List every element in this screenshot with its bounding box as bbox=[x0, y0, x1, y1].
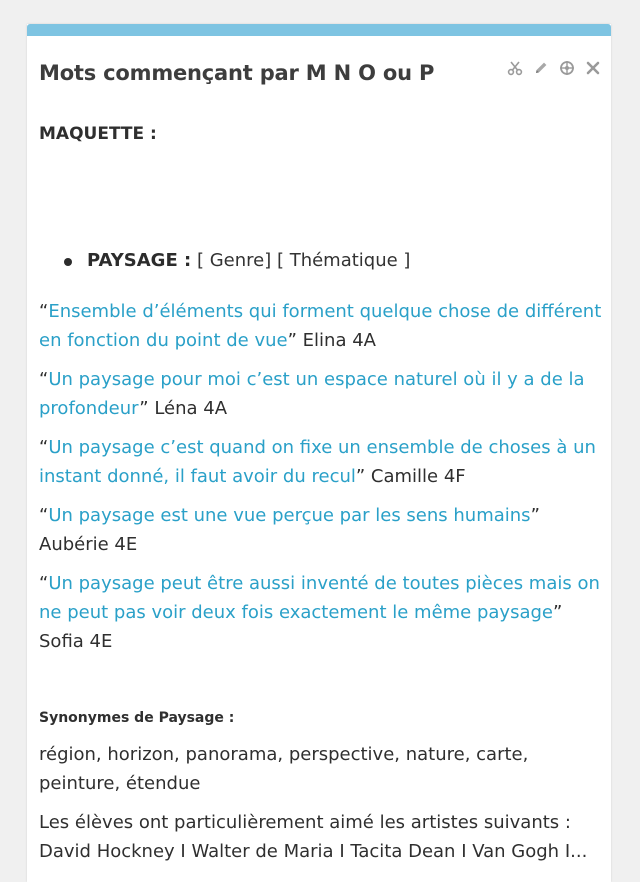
quote-author: Sofia 4E bbox=[39, 631, 113, 652]
synonyms-title: Synonymes de Paysage : bbox=[39, 710, 235, 726]
term-tags: [ Genre] [ Thématique ] bbox=[196, 250, 411, 271]
quote-author: Aubérie 4E bbox=[39, 534, 138, 555]
widget-content bbox=[39, 124, 605, 862]
gear-icon[interactable] bbox=[557, 58, 577, 78]
bullet-dot bbox=[64, 258, 72, 266]
widget-title: Mots commençant par M N O ou P bbox=[39, 61, 435, 85]
artists-text: Les élèves ont particulièrement aimé les artistes suivants : David Hockney I Walter de Maria I Tacita Dean I Van Gogh I... bbox=[39, 812, 588, 862]
widget-accent-bar bbox=[27, 24, 611, 36]
term-label: PAYSAGE : bbox=[87, 250, 192, 271]
synonyms-text: région, horizon, panorama, perspective, nature, carte, peinture, étendue bbox=[39, 744, 529, 794]
quote-item: “Un paysage peut être aussi inventé de toutes pièces mais on ne peut pas voir deux fois exactement le même paysage” Sofia 4E bbox=[39, 573, 600, 652]
close-icon[interactable] bbox=[583, 58, 603, 78]
quote-link[interactable]: Ensemble d’éléments qui forment quelque chose de différent en fonction du point de vue bbox=[39, 301, 602, 351]
quote-author: Léna 4A bbox=[148, 398, 228, 419]
widget-header bbox=[27, 36, 611, 94]
pencil-icon[interactable] bbox=[531, 58, 551, 78]
quote-item: “Un paysage pour moi c’est un espace naturel où il y a de la profondeur” Léna 4A bbox=[39, 369, 585, 419]
quotes-list bbox=[39, 297, 605, 666]
scissors-icon[interactable] bbox=[505, 58, 525, 78]
widget-card bbox=[27, 24, 611, 882]
quote-item: “Un paysage est une vue perçue par les sens humains” Aubérie 4E bbox=[39, 505, 540, 555]
section-heading: MAQUETTE : bbox=[39, 124, 157, 144]
quote-item: “Un paysage c’est quand on fixe un ensemble de choses à un instant donné, il faut avoir du recul” Camille 4F bbox=[39, 437, 596, 487]
term-item-paysage bbox=[39, 250, 410, 271]
quote-link[interactable]: Un paysage c’est quand on fixe un ensemble de choses à un instant donné, il faut avoir du recul bbox=[39, 437, 596, 487]
synonyms-section bbox=[39, 710, 605, 876]
term-list bbox=[39, 250, 410, 271]
quote-item: “Ensemble d’éléments qui forment quelque chose de différent en fonction du point de vue” Elina 4A bbox=[39, 301, 602, 351]
quote-author: Camille 4F bbox=[365, 466, 466, 487]
quote-author: Elina 4A bbox=[296, 330, 376, 351]
quote-link[interactable]: Un paysage pour moi c’est un espace naturel où il y a de la profondeur bbox=[39, 369, 585, 419]
quote-link[interactable]: Un paysage est une vue perçue par les sens humains bbox=[48, 505, 531, 526]
quote-link[interactable]: Un paysage peut être aussi inventé de toutes pièces mais on ne peut pas voir deux fois exactement le même paysage bbox=[39, 573, 600, 623]
widget-toolbar bbox=[505, 58, 603, 78]
